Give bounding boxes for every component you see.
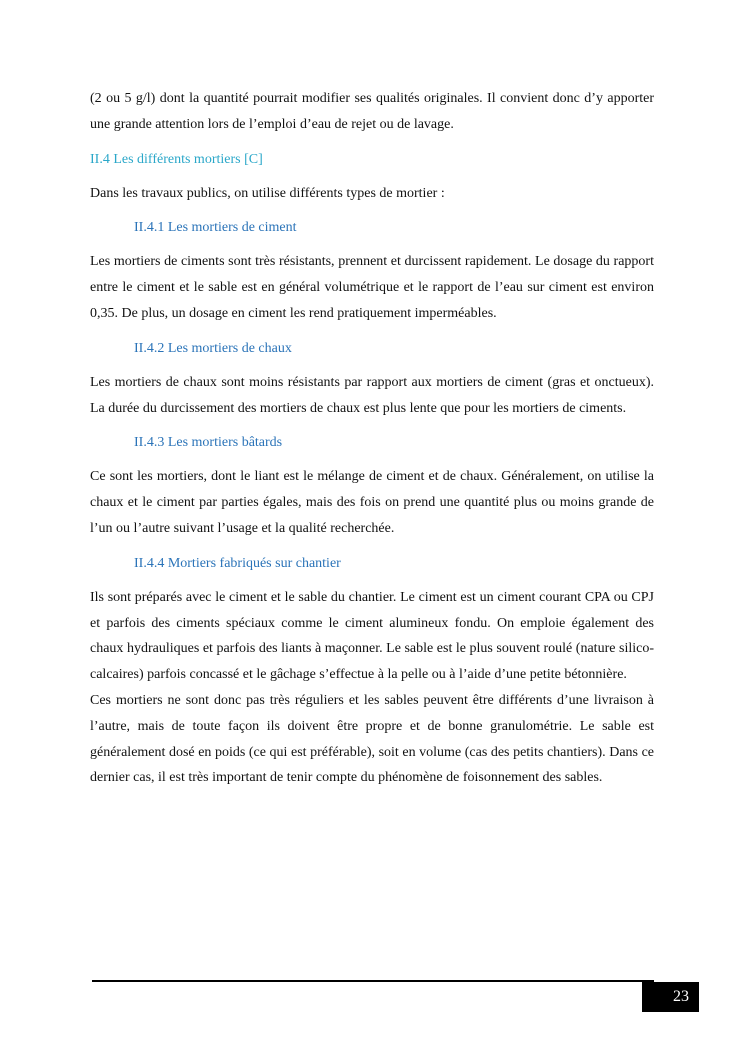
footer-divider bbox=[92, 980, 654, 982]
paragraph-mortiers-ciment: Les mortiers de ciments sont très résistants, prennent et durcissent rapidement. Le dosage du rapport entre le ciment et le sable est en général volumétrique et le rapport de l’eau sur ciment est environ 0,35. De plus, un dosage en ciment les rend pratiquement imperméables. bbox=[90, 254, 654, 321]
document-page bbox=[90, 86, 654, 791]
subsection-heading-mortiers-chaux: II.4.2 Les mortiers de chaux bbox=[134, 340, 292, 356]
subsection-heading-mortiers-chantier: II.4.4 Mortiers fabriqués sur chantier bbox=[134, 555, 341, 571]
paragraph-mortiers-batards: Ce sont les mortiers, dont le liant est le mélange de ciment et de chaux. Généralement, on utilise la chaux et le ciment par parties égales, mais des fois on prend une quantité plus ou moins grande de l’un ou l’autre suivant l’usage et la qualité recherchée. bbox=[90, 469, 654, 536]
subsection-heading-mortiers-batards: II.4.3 Les mortiers bâtards bbox=[134, 435, 283, 451]
page-number: 23 bbox=[642, 982, 699, 1012]
paragraph-intro: Dans les travaux publics, on utilise différents types de mortier : bbox=[90, 185, 445, 201]
subsection-heading-mortiers-ciment: II.4.1 Les mortiers de ciment bbox=[134, 220, 297, 236]
paragraph-mortiers-chantier-1: Ils sont préparés avec le ciment et le sable du chantier. Le ciment est un ciment courant CPA ou CPJ et parfois des ciments spéciaux comme le ciment alumineux fondu. On emploie également des chaux hydrauliques et parfois des liants à maçonner. Le sable est le plus souvent roulé (nature silico-calcaires) parfois concassé et le gâchage s’effectue à la pelle ou à l’aide d’une petite bétonnière. bbox=[90, 589, 654, 683]
paragraph-mortiers-chantier-2: Ces mortiers ne sont donc pas très réguliers et les sables peuvent être différents d’une livraison à l’autre, mais de toute façon ils doivent être propre et de bonne granulométrie. Le sable est généralement dosé en poids (ce qui est préférable), soit en volume (cas des petits chantiers). Dans ce dernier cas, il est très important de tenir compte du phénomène de foisonnement des sables. bbox=[90, 692, 654, 786]
paragraph-mortiers-chaux: Les mortiers de chaux sont moins résistants par rapport aux mortiers de ciment (gras et onctueux). La durée du durcissement des mortiers de chaux est plus lente que pour les mortiers de ciments. bbox=[90, 374, 654, 416]
paragraph-continuation: (2 ou 5 g/l) dont la quantité pourrait modifier ses qualités originales. Il convient donc d’y apporter une grande attention lors de l’emploi d’eau de rejet ou de lavage. bbox=[90, 91, 654, 132]
section-heading-differents-mortiers: II.4 Les différents mortiers [C] bbox=[90, 151, 263, 167]
